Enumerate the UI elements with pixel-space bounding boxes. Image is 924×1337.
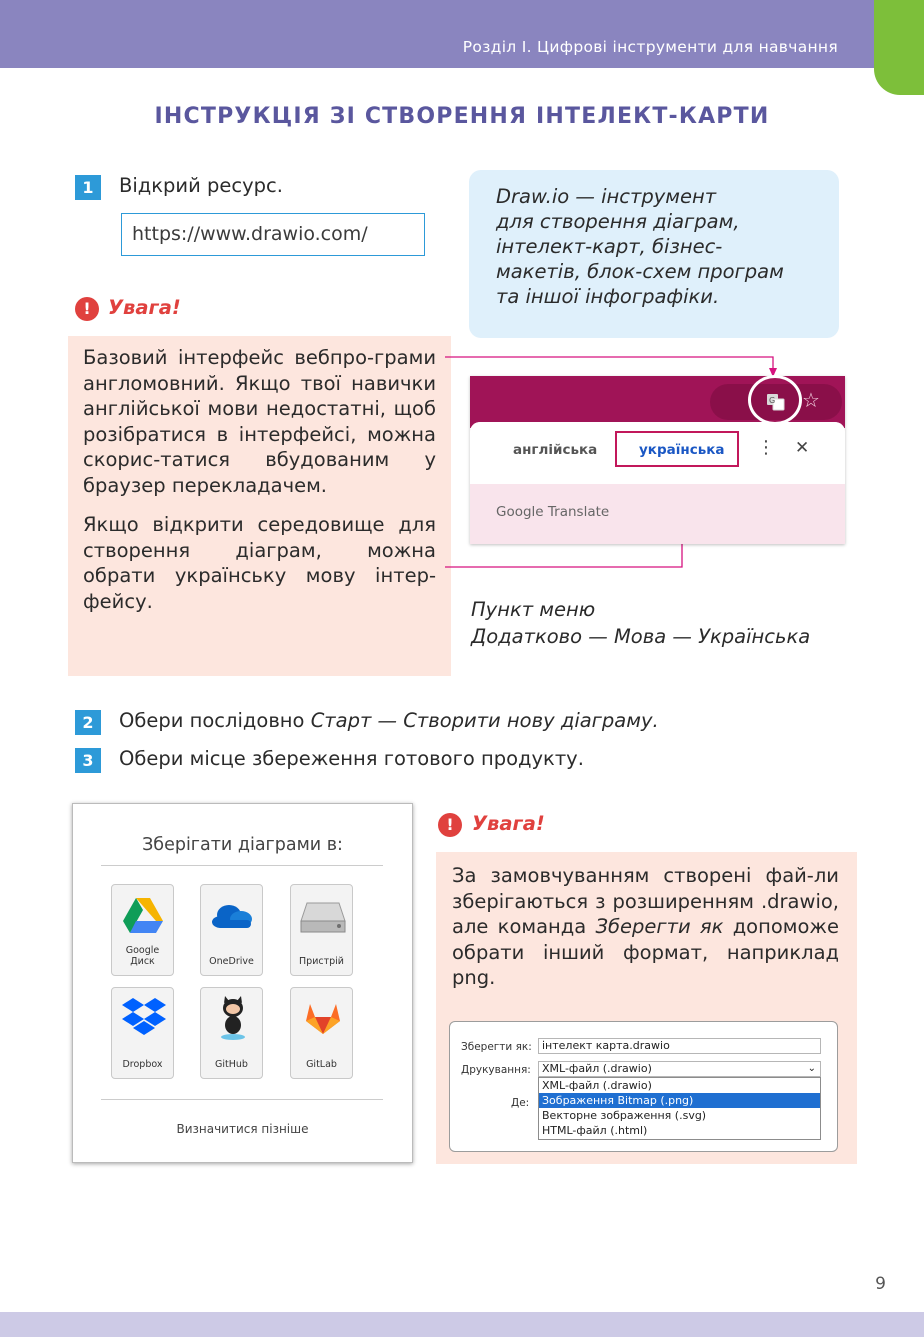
format-option-selected[interactable]: Зображення Bitmap (.png) — [539, 1093, 820, 1108]
tile-label: GitHub — [215, 1059, 248, 1070]
warning-label: Увага! — [472, 812, 545, 835]
tile-label: Dropbox — [122, 1059, 163, 1070]
print-label: Друкування: — [461, 1064, 531, 1076]
translate-popup — [470, 422, 845, 544]
github-icon — [213, 994, 253, 1042]
save-as-label: Зберегти як: — [461, 1041, 532, 1053]
google-translate-label: Google Translate — [496, 504, 610, 520]
filename-input[interactable]: інтелект карта.drawio — [538, 1038, 821, 1054]
save-location-dialog — [72, 803, 413, 1163]
connector-line-translate — [445, 357, 773, 372]
info-line: інтелект-карт, бізнес- — [496, 235, 723, 258]
warning-icon: ! — [75, 297, 99, 321]
warning-paragraph-1: Базовий інтерфейс вебпро-грами англомовний. Якщо твої навички англійської мови недостатні, щоб розібратися в інтерфейсі, можна скорис-татися вбудованим у браузер перекладачем. — [83, 346, 436, 497]
divider — [101, 1099, 383, 1100]
format-option[interactable]: HTML-файл (.html) — [542, 1124, 648, 1137]
svg-text:G: G — [769, 396, 776, 405]
storage-device[interactable] — [290, 884, 353, 976]
format-select[interactable] — [538, 1061, 821, 1077]
url-link[interactable]: https://www.drawio.com/ — [121, 213, 425, 256]
caption-line-1: Пункт меню — [471, 598, 596, 621]
step-number-3: 3 — [75, 748, 101, 773]
menu-path-caption — [471, 596, 810, 650]
close-icon[interactable]: ✕ — [795, 438, 810, 458]
info-line: макетів, блок-схем програм — [496, 260, 784, 283]
step-2-plain: Обери послідовно — [119, 709, 311, 732]
divider — [101, 865, 383, 866]
info-line: Draw.io — інструмент — [496, 185, 717, 208]
where-label: Де: — [511, 1097, 530, 1109]
step-number-2: 2 — [75, 710, 101, 735]
caption-line-2: Додатково — Мова — Українська — [471, 625, 811, 648]
device-drive-icon — [299, 899, 347, 935]
lang-ukrainian-tab[interactable]: українська — [639, 442, 725, 458]
step-2-text — [119, 709, 659, 732]
storage-dropbox[interactable] — [111, 987, 174, 1079]
translate-popup-header — [470, 422, 845, 484]
step-2-italic: Старт — Створити нову діаграму. — [310, 709, 659, 732]
save-as-dialog — [449, 1021, 838, 1152]
format-option[interactable]: Векторне зображення (.svg) — [542, 1109, 707, 1122]
format-option[interactable]: XML-файл (.drawio) — [542, 1079, 652, 1092]
storage-onedrive[interactable] — [200, 884, 263, 976]
storage-github[interactable] — [200, 987, 263, 1079]
format-dropdown-list — [538, 1077, 821, 1140]
format-selected: XML-файл (.drawio) — [542, 1062, 652, 1075]
page-number: 9 — [875, 1274, 886, 1294]
tile-label: Пристрій — [299, 956, 344, 967]
storage-gitlab[interactable] — [290, 987, 353, 1079]
decide-later-link[interactable]: Визначитися пізніше — [176, 1122, 309, 1136]
storage-google-drive[interactable] — [111, 884, 174, 976]
step-1-text: Відкрий ресурс. — [119, 174, 283, 197]
warning-2-text: За замовчуванням створені фай-ли зберігаються з розширенням .drawio, але команда — [452, 864, 839, 938]
page-title: ІНСТРУКЦІЯ ЗІ СТВОРЕННЯ ІНТЕЛЕКТ-КАРТИ — [154, 104, 770, 129]
google-drive-icon — [122, 897, 164, 935]
warning-2-text-end: допоможе обрати інший формат, наприклад png. — [452, 915, 839, 989]
bookmark-star-icon[interactable]: ☆ — [802, 388, 820, 412]
onedrive-icon — [209, 901, 257, 931]
more-options-icon[interactable]: ⋮ — [757, 437, 775, 458]
tile-label: OneDrive — [209, 956, 254, 967]
lang-english-tab[interactable]: англійська — [513, 442, 598, 458]
info-line: та іншої інфографіки. — [496, 285, 720, 308]
footer-band — [0, 1312, 924, 1337]
gitlab-icon — [305, 1002, 341, 1036]
warning-icon: ! — [438, 813, 462, 837]
info-line: для створення діаграм, — [496, 210, 740, 233]
step-number-1: 1 — [75, 175, 101, 200]
save-dialog-title: Зберігати діаграми в: — [142, 835, 343, 855]
step-3-text: Обери місце збереження готового продукту. — [119, 747, 584, 770]
warning-2-italic: Зберегти як — [595, 915, 724, 938]
tile-label: Google Диск — [125, 945, 160, 967]
dropbox-icon — [122, 996, 166, 1040]
section-title: Розділ І. Цифрові інструменти для навчання — [462, 38, 838, 56]
translate-icon-highlight — [748, 375, 802, 425]
tile-label: GitLab — [306, 1059, 337, 1070]
warning-paragraph-2: Якщо відкрити середовище для створення діаграм, можна обрати українську мову інтер-фейсу. — [83, 513, 436, 613]
warning-label: Увага! — [108, 296, 181, 319]
chevron-down-icon: ⌄ — [807, 1063, 816, 1074]
warning-2-paragraph — [452, 863, 839, 991]
